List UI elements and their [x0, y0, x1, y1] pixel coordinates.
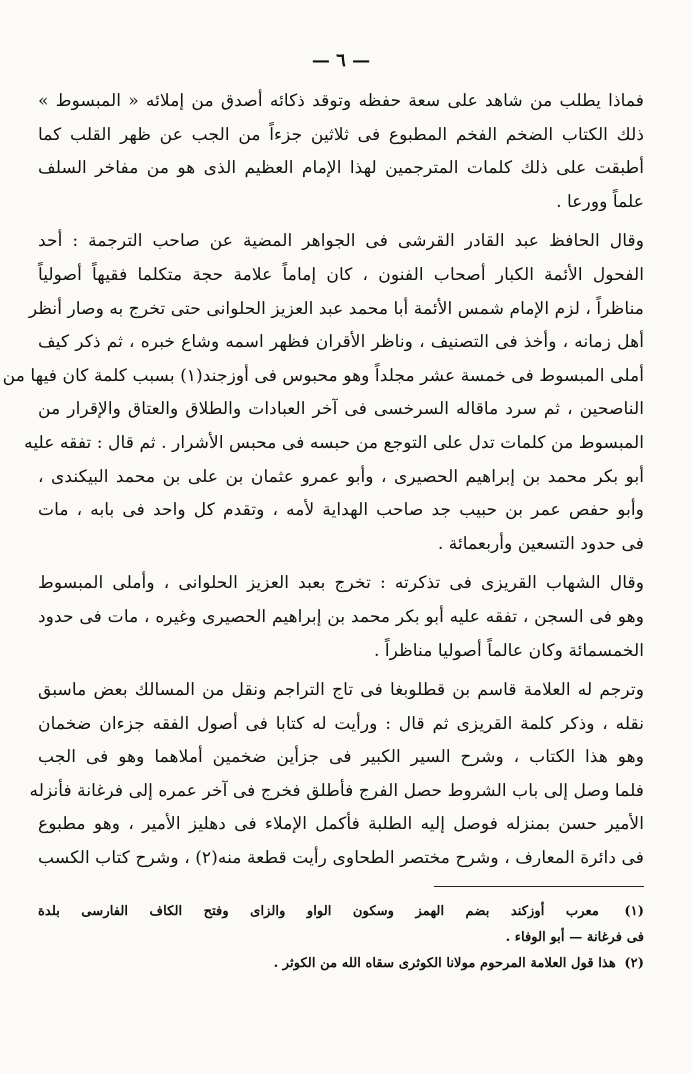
page [2, 50, 644, 977]
page-number: — ٦ — [311, 50, 371, 71]
paragraph-3 [38, 567, 644, 668]
text-line: فى حدود التسعين وأربعمائة . [437, 533, 644, 554]
footnote-text: معرب أوزكند بضم الهمز وسكون الواو والزاى وفتح الكاف الفارسى بلدة [38, 903, 599, 919]
footnote-1-cont: فى فرغانة — أبو الوفاء . [505, 929, 644, 945]
footnote-divider [434, 886, 644, 887]
text-line: الناصحين ، ثم سرد ماقاله السرخسى فى آخر العبادات والطلاق والعتاق والإقرار من [38, 399, 644, 420]
text-line: فماذا يطلب من شاهد على سعة حفظه وتوقد ذكائه أصدق من إملائه « المبسوط » [38, 91, 644, 111]
text-line: أملى المبسوط فى خمسة عشر مجلداً وهو محبوس فى أوزجند(١) بسبب كلمة كان فيها من [2, 365, 644, 386]
footnote-2 [38, 951, 644, 977]
text-line: وقال الشهاب القريزى فى تذكرته : تخرج بعبد العزيز الحلوانى ، وأملى المبسوط [38, 573, 644, 594]
text-line: وهو فى السجن ، تفقه عليه أبو بكر محمد بن إبراهيم الحصيرى وغيره ، مات فى حدود [38, 606, 644, 627]
text-line: علماً وورعا . [556, 191, 644, 212]
text-line: وأبو حفص عمر بن حبيب جد صاحب الهداية لأمه ، وتقدم كل واحد فى بابه ، مات [38, 500, 644, 521]
text-line: نقله ، وذكر كلمة القريزى ثم قال : ورأيت له كتابا فى أصول الفقه جزءان ضخمان [38, 713, 644, 734]
footnote-1 [38, 899, 644, 925]
paragraph-4 [29, 674, 644, 876]
text-line: مناظراً ، لزم الإمام شمس الأئمة أبا محمد عبد العزيز الحلوانى حتى تخرج به وصار أنظر [28, 298, 644, 319]
text-line: الأمير حسن بمنزله فوصل إليه الطلبة فأكمل الإملاء فى دهليز الأمير ، وهو مطبوع [38, 814, 644, 835]
text-line: أطبقت على ذلك كلمات المترجمين لهذا الإمام العظيم الذى هو من مفاخر السلف [38, 158, 644, 179]
text-line: وهو هذا الكتاب ، وشرح السير الكبير فى جزأين ضخمين أملاهما وهو فى الجب [38, 747, 644, 768]
text-line: فى دائرة المعارف ، وشرح مختصر الطحاوى رأيت قطعة منه(٢) ، وشرح كتاب الكسب [38, 848, 644, 869]
footnote-text: هذا قول العلامة المرحوم مولانا الكوثرى سقاه الله من الكوثر . [273, 955, 616, 971]
footnote-mark: (١) [624, 903, 644, 919]
footnote-mark: (٢) [624, 955, 644, 971]
text-line: المبسوط من كلمات تدل على التوجع من حبسه فى محبس الأشرار . ثم قال : تفقه عليه [24, 432, 644, 453]
paragraph-1 [38, 85, 644, 219]
text-line: ذلك الكتاب الضخم الفخم المطبوع فى ثلاثين جزءاً من الجب عن ظهر القلب كما [38, 124, 644, 145]
text-line: الخمسمائة وكان عالماً أصوليا مناظراً . [373, 640, 644, 661]
footnotes [38, 899, 644, 977]
paragraph-2 [2, 225, 644, 561]
text-line: الفحول الأئمة الكبار أصحاب الفنون ، كان إماماً علامة حجة متكلما فقيهاً أصولياً [38, 264, 644, 285]
text-line: وقال الحافظ عبد القادر القرشى فى الجواهر المضية عن صاحب الترجمة : أحد [38, 231, 644, 252]
text-line: وترجم له العلامة قاسم بن قطلوبغا فى تاج التراجم ونقل من المسالك بعض ماسبق [38, 680, 644, 701]
text-line: فلما وصل إلى باب الشروط حصل الفرج فأطلق فخرج فى آخر عمره إلى فرغانة فأنزله [29, 780, 644, 801]
text-line: أهل زمانه ، وأخذ فى التصنيف ، وناظر الأقران فظهر اسمه وشاع خبره ، ثم ذكر كيف [38, 332, 644, 353]
text-line: أبو بكر محمد بن إبراهيم الحصيرى ، وأبو عمرو عثمان بن على بن محمد البيكندى ، [38, 466, 644, 487]
